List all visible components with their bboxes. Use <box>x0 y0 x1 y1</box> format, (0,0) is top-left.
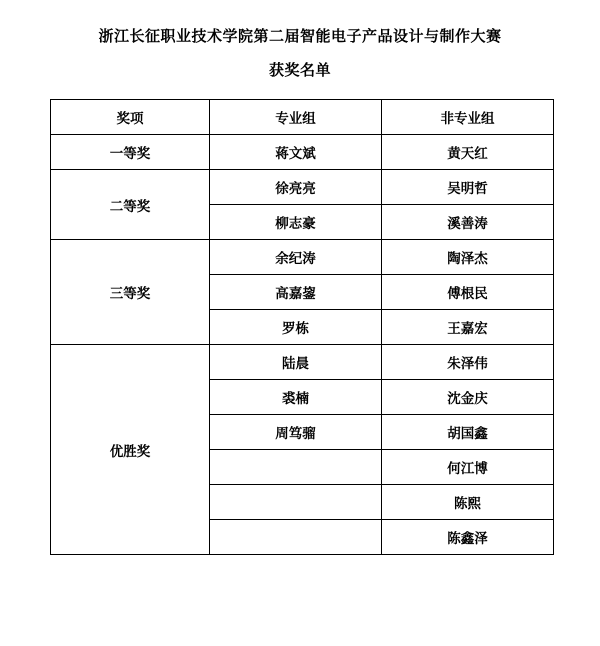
document-title-block <box>0 0 600 82</box>
table-row <box>51 345 554 380</box>
winner-cell-professional: 裘楠 <box>210 380 382 415</box>
winner-cell-professional: 高嘉鋆 <box>210 275 382 310</box>
award-label-cell: 三等奖 <box>51 240 210 345</box>
header-cell-professional: 专业组 <box>210 100 382 135</box>
winner-cell-non-professional: 胡国鑫 <box>382 415 554 450</box>
winner-cell-non-professional: 黄天红 <box>382 135 554 170</box>
page-subtitle: 获奖名单 <box>268 62 331 79</box>
header-cell-non-professional: 非专业组 <box>382 100 554 135</box>
table-header-row <box>51 100 554 135</box>
winner-cell-professional-empty <box>210 450 382 485</box>
table-row <box>51 240 554 275</box>
award-list-table <box>50 99 554 555</box>
winner-cell-professional: 周笃骝 <box>210 415 382 450</box>
winner-cell-non-professional: 陈鑫泽 <box>382 520 554 555</box>
winner-cell-non-professional: 傅根民 <box>382 275 554 310</box>
winner-cell-non-professional: 陈熙 <box>382 485 554 520</box>
winner-cell-non-professional: 沈金庆 <box>382 380 554 415</box>
header-cell-award: 奖项 <box>51 100 210 135</box>
winner-cell-non-professional: 吴明哲 <box>382 170 554 205</box>
winner-cell-professional: 罗栋 <box>210 310 382 345</box>
page-title: 浙江长征职业技术学院第二届智能电子产品设计与制作大赛 <box>98 28 502 45</box>
winner-cell-professional-empty <box>210 485 382 520</box>
winner-cell-non-professional: 朱泽伟 <box>382 345 554 380</box>
table-row <box>51 135 554 170</box>
winner-cell-professional: 蒋文斌 <box>210 135 382 170</box>
winner-cell-professional: 徐亮亮 <box>210 170 382 205</box>
winner-cell-professional: 余纪涛 <box>210 240 382 275</box>
award-label-cell: 优胜奖 <box>51 345 210 555</box>
award-label-cell: 一等奖 <box>51 135 210 170</box>
winner-cell-non-professional: 溪善涛 <box>382 205 554 240</box>
winner-cell-professional: 柳志豪 <box>210 205 382 240</box>
winner-cell-professional-empty <box>210 520 382 555</box>
award-table-wrapper <box>50 99 550 555</box>
award-label-cell: 二等奖 <box>51 170 210 240</box>
winner-cell-professional: 陆晨 <box>210 345 382 380</box>
winner-cell-non-professional: 陶泽杰 <box>382 240 554 275</box>
winner-cell-non-professional: 何江博 <box>382 450 554 485</box>
table-row <box>51 170 554 205</box>
winner-cell-non-professional: 王嘉宏 <box>382 310 554 345</box>
